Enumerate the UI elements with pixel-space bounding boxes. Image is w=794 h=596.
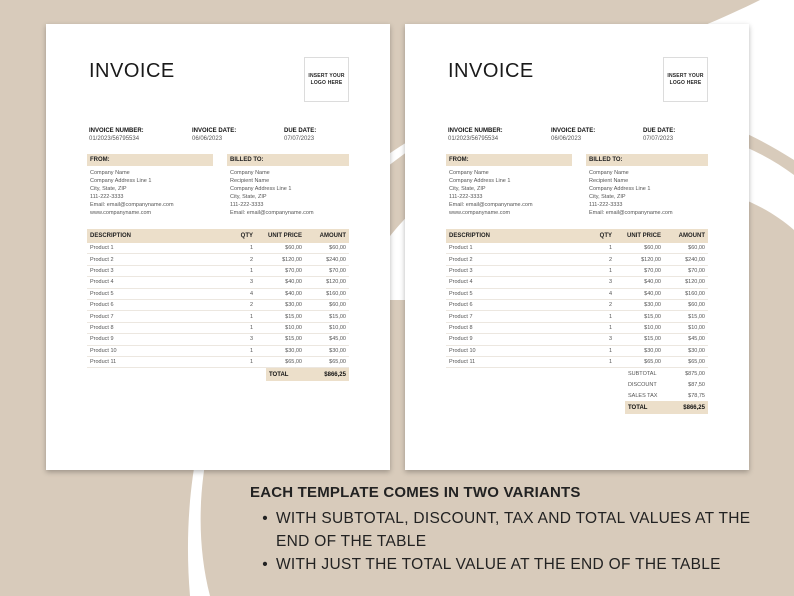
table-row <box>87 334 349 345</box>
cell-description: Product 1 <box>90 245 114 252</box>
cell-description: Product 11 <box>449 359 476 366</box>
caption-item-summary <box>250 507 770 553</box>
col-description-header: DESCRIPTION <box>449 233 491 239</box>
invoice-date <box>192 127 236 143</box>
cell-qty: 4 <box>608 290 612 297</box>
cell-unit-price: $30,00 <box>285 347 302 354</box>
cell-description: Product 1 <box>449 245 473 252</box>
table-row <box>446 323 708 334</box>
summary-value: $87,50 <box>688 381 705 388</box>
cell-qty: 1 <box>249 267 253 274</box>
cell-qty: 1 <box>249 324 253 331</box>
cell-unit-price: $60,00 <box>644 245 661 252</box>
cell-amount: $65,00 <box>329 359 346 366</box>
total-row <box>625 401 708 414</box>
cell-description: Product 11 <box>90 359 117 366</box>
table-row <box>87 289 349 300</box>
cell-unit-price: $10,00 <box>285 324 302 331</box>
billed-to-line: Company Address Line 1 <box>589 186 651 192</box>
table-row <box>87 311 349 322</box>
due-date-value: 07/07/2023 <box>643 136 674 142</box>
from-line: Company Name <box>90 170 130 176</box>
cell-description: Product 6 <box>449 302 473 309</box>
table-row <box>87 300 349 311</box>
from-line: www.companyname.com <box>449 210 511 216</box>
total-value: $866,25 <box>683 404 705 411</box>
invoice-page-total-only <box>46 24 390 470</box>
caption-item-text: WITH SUBTOTAL, DISCOUNT, TAX AND TOTAL VALUES AT THE END OF THE TABLE <box>276 510 751 550</box>
table-row <box>446 346 708 357</box>
table-header <box>87 229 349 243</box>
cell-qty: 1 <box>608 324 612 331</box>
cell-description: Product 8 <box>449 324 473 331</box>
cell-unit-price: $65,00 <box>285 359 302 366</box>
cell-unit-price: $15,00 <box>644 336 661 343</box>
invoice-title: INVOICE <box>448 60 534 82</box>
invoice-number <box>89 127 144 143</box>
cell-qty: 2 <box>249 302 253 309</box>
cell-unit-price: $10,00 <box>644 324 661 331</box>
invoice-date-label: INVOICE DATE: <box>192 128 237 134</box>
cell-unit-price: $30,00 <box>285 302 302 309</box>
invoice-number-value: 01/2023/56795534 <box>89 136 140 142</box>
cell-amount: $60,00 <box>329 245 346 252</box>
cell-description: Product 9 <box>449 336 473 343</box>
cell-qty: 1 <box>608 245 612 252</box>
cell-amount: $15,00 <box>329 313 346 320</box>
billed-to-line: City, State, ZIP <box>230 194 267 200</box>
caption-item-text: WITH JUST THE TOTAL VALUE AT THE END OF THE TABLE <box>276 556 721 573</box>
billed-to-line: Recipient Name <box>230 178 270 184</box>
cell-description: Product 9 <box>90 336 114 343</box>
cell-amount: $240,00 <box>685 256 705 263</box>
col-qty-header: QTY <box>240 233 253 239</box>
items-table <box>87 229 349 381</box>
billed-to-block <box>586 154 708 217</box>
summary-label: SALES TAX <box>628 392 658 399</box>
bullet-icon: • <box>262 556 268 573</box>
summary-value: $78,75 <box>688 392 705 399</box>
from-line: Email: email@companyname.com <box>449 202 533 208</box>
cell-qty: 2 <box>608 302 612 309</box>
billed-to-line: 111-222-3333 <box>589 202 623 208</box>
cell-description: Product 5 <box>90 290 114 297</box>
from-line: Company Address Line 1 <box>449 178 511 184</box>
cell-unit-price: $30,00 <box>644 347 661 354</box>
due-date-value: 07/07/2023 <box>284 136 315 142</box>
table-row <box>446 277 708 288</box>
cell-qty: 1 <box>608 267 612 274</box>
due-date <box>284 127 316 143</box>
cell-qty: 4 <box>249 290 253 297</box>
total-label: TOTAL <box>628 404 648 411</box>
billed-to-header: BILLED TO: <box>227 154 349 166</box>
table-row <box>446 300 708 311</box>
cell-unit-price: $120,00 <box>641 256 661 263</box>
invoice-page-with-summary <box>405 24 749 470</box>
cell-qty: 3 <box>249 279 253 286</box>
table-row <box>446 266 708 277</box>
table-row <box>87 277 349 288</box>
table-row <box>87 323 349 334</box>
cell-unit-price: $30,00 <box>644 302 661 309</box>
invoice-number-value: 01/2023/56795534 <box>448 136 499 142</box>
cell-description: Product 10 <box>449 347 476 354</box>
from-line: www.companyname.com <box>90 210 152 216</box>
cell-amount: $160,00 <box>326 290 346 297</box>
summary-label: DISCOUNT <box>628 381 657 388</box>
billed-to-line: Recipient Name <box>589 178 629 184</box>
table-row <box>446 243 708 254</box>
invoice-date <box>551 127 595 143</box>
table-row <box>446 311 708 322</box>
cell-description: Product 3 <box>449 267 473 274</box>
cell-unit-price: $40,00 <box>285 279 302 286</box>
cell-unit-price: $40,00 <box>285 290 302 297</box>
cell-amount: $30,00 <box>329 347 346 354</box>
cell-qty: 1 <box>249 313 253 320</box>
cell-description: Product 5 <box>449 290 473 297</box>
summary-value: $875,00 <box>685 370 705 377</box>
billed-to-block <box>227 154 349 217</box>
cell-qty: 2 <box>608 256 612 263</box>
table-footer <box>446 368 708 414</box>
from-line: Company Address Line 1 <box>90 178 152 184</box>
cell-unit-price: $70,00 <box>285 267 302 274</box>
cell-amount: $30,00 <box>688 347 705 354</box>
cell-unit-price: $70,00 <box>644 267 661 274</box>
items-table <box>446 229 708 414</box>
table-row <box>446 254 708 265</box>
cell-description: Product 4 <box>90 279 114 286</box>
cell-amount: $15,00 <box>688 313 705 320</box>
col-qty-header: QTY <box>599 233 612 239</box>
cell-qty: 1 <box>608 313 612 320</box>
cell-amount: $60,00 <box>688 302 705 309</box>
invoice-number <box>448 127 503 143</box>
from-line: Email: email@companyname.com <box>90 202 174 208</box>
table-row <box>446 334 708 345</box>
total-label: TOTAL <box>269 371 289 378</box>
col-unit-price-header: UNIT PRICE <box>626 233 661 239</box>
table-row <box>87 243 349 254</box>
billed-to-line: Company Name <box>589 170 629 176</box>
cell-unit-price: $40,00 <box>644 279 661 286</box>
from-block <box>87 154 213 217</box>
due-date-label: DUE DATE: <box>643 128 676 134</box>
cell-description: Product 2 <box>90 256 114 263</box>
col-amount-header: AMOUNT <box>319 233 346 239</box>
due-date-label: DUE DATE: <box>284 128 317 134</box>
table-row <box>87 357 349 368</box>
cell-unit-price: $65,00 <box>644 359 661 366</box>
table-row <box>87 254 349 265</box>
table-body <box>87 243 349 368</box>
summary-row <box>625 379 708 390</box>
from-line: 111-222-3333 <box>90 194 124 200</box>
cell-unit-price: $15,00 <box>285 313 302 320</box>
summary-label: SUBTOTAL <box>628 370 657 377</box>
caption-item-total <box>250 553 770 576</box>
table-row <box>446 289 708 300</box>
cell-amount: $120,00 <box>326 279 346 286</box>
total-row <box>266 368 349 381</box>
cell-unit-price: $40,00 <box>644 290 661 297</box>
cell-qty: 1 <box>249 359 253 366</box>
caption-heading: EACH TEMPLATE COMES IN TWO VARIANTS <box>250 484 581 501</box>
from-line: Company Name <box>449 170 489 176</box>
col-amount-header: AMOUNT <box>678 233 705 239</box>
invoice-date-value: 06/06/2023 <box>192 136 223 142</box>
invoice-number-label: INVOICE NUMBER: <box>89 128 144 134</box>
cell-qty: 1 <box>249 245 253 252</box>
cell-qty: 2 <box>249 256 253 263</box>
cell-description: Product 7 <box>90 313 114 320</box>
cell-amount: $45,00 <box>688 336 705 343</box>
due-date <box>643 127 675 143</box>
cell-amount: $60,00 <box>329 302 346 309</box>
table-row <box>87 266 349 277</box>
from-block <box>446 154 572 217</box>
billed-to-line: Email: email@companyname.com <box>589 210 673 216</box>
cell-qty: 1 <box>249 347 253 354</box>
bullet-icon: • <box>262 510 268 527</box>
invoice-number-label: INVOICE NUMBER: <box>448 128 503 134</box>
logo-placeholder-text: INSERT YOUR LOGO HERE <box>667 72 704 86</box>
billed-to-line: Email: email@companyname.com <box>230 210 314 216</box>
billed-to-line: 111-222-3333 <box>230 202 264 208</box>
cell-unit-price: $15,00 <box>285 336 302 343</box>
cell-description: Product 2 <box>449 256 473 263</box>
cell-amount: $70,00 <box>329 267 346 274</box>
logo-placeholder <box>304 57 349 102</box>
cell-amount: $60,00 <box>688 245 705 252</box>
cell-description: Product 3 <box>90 267 114 274</box>
table-row <box>446 357 708 368</box>
billed-to-line: City, State, ZIP <box>589 194 626 200</box>
cell-qty: 3 <box>608 336 612 343</box>
cell-qty: 1 <box>608 359 612 366</box>
billed-to-line: Company Address Line 1 <box>230 186 292 192</box>
summary-row <box>625 368 708 379</box>
invoice-date-label: INVOICE DATE: <box>551 128 596 134</box>
col-description-header: DESCRIPTION <box>90 233 132 239</box>
cell-qty: 1 <box>608 347 612 354</box>
cell-description: Product 10 <box>90 347 117 354</box>
logo-placeholder <box>663 57 708 102</box>
from-line: City, State, ZIP <box>449 186 486 192</box>
table-body <box>446 243 708 368</box>
cell-amount: $240,00 <box>326 256 346 263</box>
from-line: 111-222-3333 <box>449 194 483 200</box>
caption <box>250 484 770 576</box>
table-footer <box>87 368 349 381</box>
billed-to-line: Company Name <box>230 170 270 176</box>
from-header: FROM: <box>446 154 572 166</box>
cell-unit-price: $15,00 <box>644 313 661 320</box>
total-value: $866,25 <box>324 371 346 378</box>
cell-amount: $65,00 <box>688 359 705 366</box>
invoice-date-value: 06/06/2023 <box>551 136 582 142</box>
from-line: City, State, ZIP <box>90 186 127 192</box>
cell-description: Product 6 <box>90 302 114 309</box>
table-row <box>87 346 349 357</box>
col-unit-price-header: UNIT PRICE <box>267 233 302 239</box>
cell-amount: $120,00 <box>685 279 705 286</box>
cell-description: Product 8 <box>90 324 114 331</box>
cell-amount: $10,00 <box>329 324 346 331</box>
invoice-title: INVOICE <box>89 60 175 82</box>
cell-description: Product 4 <box>449 279 473 286</box>
cell-description: Product 7 <box>449 313 473 320</box>
summary-row <box>625 390 708 401</box>
cell-amount: $160,00 <box>685 290 705 297</box>
cell-qty: 3 <box>608 279 612 286</box>
table-header <box>446 229 708 243</box>
logo-placeholder-text: INSERT YOUR LOGO HERE <box>308 72 345 86</box>
from-header: FROM: <box>87 154 213 166</box>
billed-to-header: BILLED TO: <box>586 154 708 166</box>
cell-amount: $45,00 <box>329 336 346 343</box>
cell-unit-price: $60,00 <box>285 245 302 252</box>
cell-amount: $70,00 <box>688 267 705 274</box>
cell-qty: 3 <box>249 336 253 343</box>
cell-amount: $10,00 <box>688 324 705 331</box>
cell-unit-price: $120,00 <box>282 256 302 263</box>
